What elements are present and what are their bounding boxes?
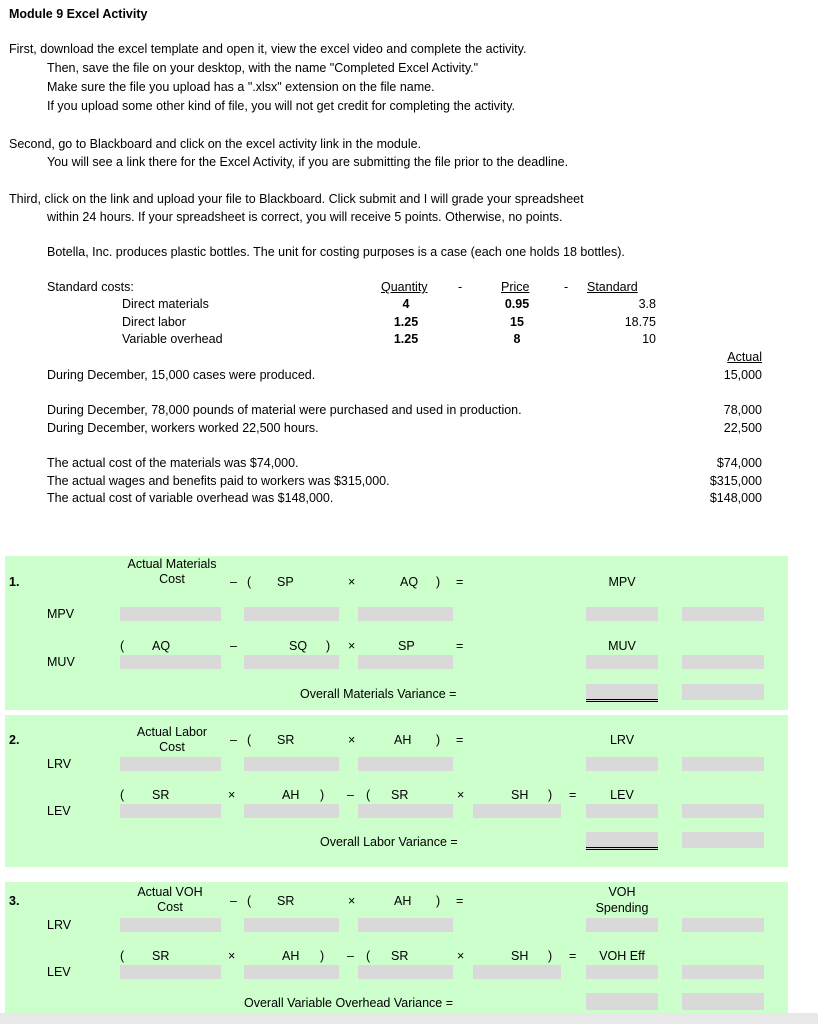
row-label-direct-materials: Direct materials <box>122 297 209 311</box>
voh-lev-row-label: LEV <box>47 965 71 979</box>
instruction-first-line-2: Then, save the file on your desktop, with the name "Completed Excel Activity." <box>47 61 479 75</box>
equals-sign-6: = <box>569 949 577 963</box>
sr3-label: SR <box>391 788 409 802</box>
overall-labor-variance-input[interactable] <box>586 832 658 850</box>
actual-voh-cost-label-1: Actual VOH <box>137 885 203 899</box>
instruction-second-line-2: You will see a link there for the Excel Activity, if you are submitting the file prior to the deadline. <box>47 155 569 169</box>
standard-direct-materials: 3.8 <box>638 297 656 311</box>
sh-voh-label: SH <box>511 949 529 963</box>
instruction-first-line-1: First, download the excel template and open it, view the excel video and complete the activity. <box>9 42 527 56</box>
lrv-extra-input[interactable] <box>682 757 764 771</box>
equals-sign-3: = <box>456 733 464 747</box>
minus-sign-3: – <box>230 733 237 747</box>
sq-input[interactable] <box>244 655 339 669</box>
times-sign-2: × <box>348 639 356 653</box>
voh-eff-result-label: VOH Eff <box>599 949 645 963</box>
voh-eff-extra-input[interactable] <box>682 965 764 979</box>
price-variable-overhead: 8 <box>513 332 521 346</box>
voh-spending-input[interactable] <box>586 918 658 932</box>
qty-direct-labor: 1.25 <box>393 315 419 329</box>
instruction-third-line-1: Third, click on the link and upload your file to Blackboard. Click submit and I will grade your spreadsheet <box>9 192 584 206</box>
mpv-result-label: MPV <box>608 575 636 589</box>
actual-labor-cost-input[interactable] <box>120 757 221 771</box>
sp2-input[interactable] <box>358 655 453 669</box>
voh-eff-result-input[interactable] <box>586 965 658 979</box>
ah-voh-input[interactable] <box>358 918 453 932</box>
minus-sign-6: – <box>347 949 354 963</box>
lev-row-label: LEV <box>47 804 71 818</box>
actual-cases-produced: 15,000 <box>723 368 762 382</box>
actual-overhead-cost: $148,000 <box>709 491 762 505</box>
equals-sign: = <box>456 575 464 589</box>
equals-sign-4: = <box>569 788 577 802</box>
lrv-row-label: LRV <box>47 757 72 771</box>
header-standard: Standard <box>587 280 638 294</box>
times-sign-5: × <box>457 788 465 802</box>
sh-voh-input[interactable] <box>473 965 561 979</box>
close-paren-3: ) <box>436 733 441 747</box>
open-paren-3: ( <box>247 733 252 747</box>
aq2-input[interactable] <box>120 655 221 669</box>
header-dash-1: - <box>458 280 463 294</box>
fact-cases-produced: During December, 15,000 cases were produced. <box>47 368 316 382</box>
header-quantity: Quantity <box>381 280 428 294</box>
voh-spending-label-2: Spending <box>595 901 649 915</box>
section-3-number: 3. <box>9 894 20 908</box>
voh-lrv-row-label: LRV <box>47 918 72 932</box>
sr2-voh-label: SR <box>152 949 170 963</box>
minus-sign-4: – <box>347 788 354 802</box>
qty-variable-overhead: 1.25 <box>393 332 419 346</box>
sp2-label: SP <box>398 639 415 653</box>
overall-voh-variance-label: Overall Variable Overhead Variance = <box>244 996 454 1010</box>
minus-sign-2: – <box>230 639 237 653</box>
minus-sign-5: – <box>230 894 237 908</box>
sr3-input[interactable] <box>358 804 453 818</box>
open-paren-2: ( <box>120 639 125 653</box>
price-direct-labor: 15 <box>510 315 524 329</box>
lev-result-label: LEV <box>610 788 634 802</box>
actual-pounds-material: 78,000 <box>723 403 762 417</box>
section-1-number: 1. <box>9 575 20 589</box>
sr-label: SR <box>277 733 295 747</box>
aq-label: AQ <box>400 575 419 589</box>
muv-extra-input[interactable] <box>682 655 764 669</box>
overall-labor-variance-label: Overall Labor Variance = <box>320 835 458 849</box>
close-paren-2: ) <box>326 639 331 653</box>
sp-input[interactable] <box>244 607 339 621</box>
voh-spending-label-1: VOH <box>608 885 636 899</box>
sr3-voh-label: SR <box>391 949 409 963</box>
sr3-voh-input[interactable] <box>358 965 453 979</box>
times-sign-4: × <box>228 788 236 802</box>
lrv-result-label: LRV <box>609 733 635 747</box>
open-paren-7: ( <box>120 949 125 963</box>
ah2-label: AH <box>282 788 300 802</box>
instruction-third-line-2: within 24 hours. If your spreadsheet is correct, you will receive 5 points. Otherwise, no points. <box>47 210 563 224</box>
sr-voh-input[interactable] <box>244 918 339 932</box>
mpv-row-label: MPV <box>47 607 75 621</box>
actual-material-cost: $74,000 <box>716 456 762 470</box>
ah2-input[interactable] <box>244 804 339 818</box>
ah-voh-label: AH <box>394 894 412 908</box>
close-paren-8: ) <box>548 949 553 963</box>
overall-voh-variance-input[interactable] <box>586 993 658 1010</box>
muv-result-label: MUV <box>608 639 636 653</box>
actual-labor-cost-label-1: Actual Labor <box>136 725 208 739</box>
actual-voh-cost-input[interactable] <box>120 918 221 932</box>
sh-label: SH <box>511 788 529 802</box>
open-paren-8: ( <box>366 949 371 963</box>
times-sign: × <box>348 575 356 589</box>
fact-overhead-cost: The actual cost of variable overhead was $148,000. <box>47 491 334 505</box>
standard-direct-labor: 18.75 <box>624 315 656 329</box>
close-paren-6: ) <box>436 894 441 908</box>
sr-input[interactable] <box>244 757 339 771</box>
times-sign-3: × <box>348 733 356 747</box>
mpv-result-input[interactable] <box>586 607 658 621</box>
minus-sign: – <box>230 575 237 589</box>
sr2-voh-input[interactable] <box>120 965 221 979</box>
standard-costs-label: Standard costs: <box>47 280 134 294</box>
equals-sign-5: = <box>456 894 464 908</box>
actual-header: Actual <box>727 350 762 364</box>
muv-row-label: MUV <box>47 655 75 669</box>
section-2-number: 2. <box>9 733 20 747</box>
sr-voh-label: SR <box>277 894 295 908</box>
lrv-result-input[interactable] <box>586 757 658 771</box>
actual-materials-cost-label-1: Actual Materials <box>127 557 217 571</box>
overall-materials-extra-input[interactable] <box>682 684 764 700</box>
actual-wages-cost: $315,000 <box>709 474 762 488</box>
equals-sign-2: = <box>456 639 464 653</box>
instruction-first-line-3: Make sure the file you upload has a ".xlsx" extension on the file name. <box>47 80 435 94</box>
times-sign-7: × <box>228 949 236 963</box>
lev-result-input[interactable] <box>586 804 658 818</box>
muv-result-input[interactable] <box>586 655 658 669</box>
actual-labor-cost-label-2: Cost <box>159 740 185 754</box>
ah2-voh-label: AH <box>282 949 300 963</box>
actual-voh-cost-label-2: Cost <box>157 900 183 914</box>
actual-materials-cost-input[interactable] <box>120 607 221 621</box>
row-label-variable-overhead: Variable overhead <box>122 332 223 346</box>
times-sign-6: × <box>348 894 356 908</box>
aq-input[interactable] <box>358 607 453 621</box>
overall-voh-extra-input[interactable] <box>682 993 764 1010</box>
overall-materials-variance-input[interactable] <box>586 684 658 702</box>
fact-pounds-material: During December, 78,000 pounds of material were purchased and used in production. <box>47 403 522 417</box>
actual-materials-cost-label-2: Cost <box>159 572 185 586</box>
fact-wages-cost: The actual wages and benefits paid to workers was $315,000. <box>47 474 390 488</box>
lev-extra-input[interactable] <box>682 804 764 818</box>
sr2-label: SR <box>152 788 170 802</box>
aq2-label: AQ <box>152 639 171 653</box>
standard-variable-overhead: 10 <box>642 332 656 346</box>
bottom-scroll-bar[interactable] <box>0 1013 818 1024</box>
open-paren-4: ( <box>120 788 125 802</box>
ah2-voh-input[interactable] <box>244 965 339 979</box>
open-paren-6: ( <box>247 894 252 908</box>
ah-label: AH <box>394 733 412 747</box>
overall-labor-extra-input[interactable] <box>682 832 764 848</box>
header-price: Price <box>501 280 530 294</box>
close-paren-4: ) <box>320 788 325 802</box>
mpv-extra-input[interactable] <box>682 607 764 621</box>
sh-input[interactable] <box>473 804 561 818</box>
sq-label: SQ <box>289 639 308 653</box>
open-paren-5: ( <box>366 788 371 802</box>
price-direct-materials: 0.95 <box>504 297 530 311</box>
close-paren: ) <box>436 575 441 589</box>
close-paren-7: ) <box>320 949 325 963</box>
close-paren-5: ) <box>548 788 553 802</box>
qty-direct-materials: 4 <box>402 297 410 311</box>
row-label-direct-labor: Direct labor <box>122 315 186 329</box>
fact-material-cost: The actual cost of the materials was $74,000. <box>47 456 299 470</box>
sp-label: SP <box>277 575 294 589</box>
page-title: Module 9 Excel Activity <box>9 7 148 21</box>
overall-materials-variance-label: Overall Materials Variance = <box>300 687 457 701</box>
header-dash-2: - <box>564 280 569 294</box>
open-paren: ( <box>247 575 252 589</box>
instruction-first-line-4: If you upload some other kind of file, you will not get credit for completing the activity. <box>47 99 516 113</box>
sr2-input[interactable] <box>120 804 221 818</box>
times-sign-8: × <box>457 949 465 963</box>
instruction-second-line-1: Second, go to Blackboard and click on the excel activity link in the module. <box>9 137 422 151</box>
voh-spending-extra-input[interactable] <box>682 918 764 932</box>
ah-input[interactable] <box>358 757 453 771</box>
problem-intro: Botella, Inc. produces plastic bottles. The unit for costing purposes is a case (each one holds 18 bottles). <box>47 245 625 259</box>
fact-hours-worked: During December, workers worked 22,500 hours. <box>47 421 319 435</box>
actual-hours-worked: 22,500 <box>723 421 762 435</box>
